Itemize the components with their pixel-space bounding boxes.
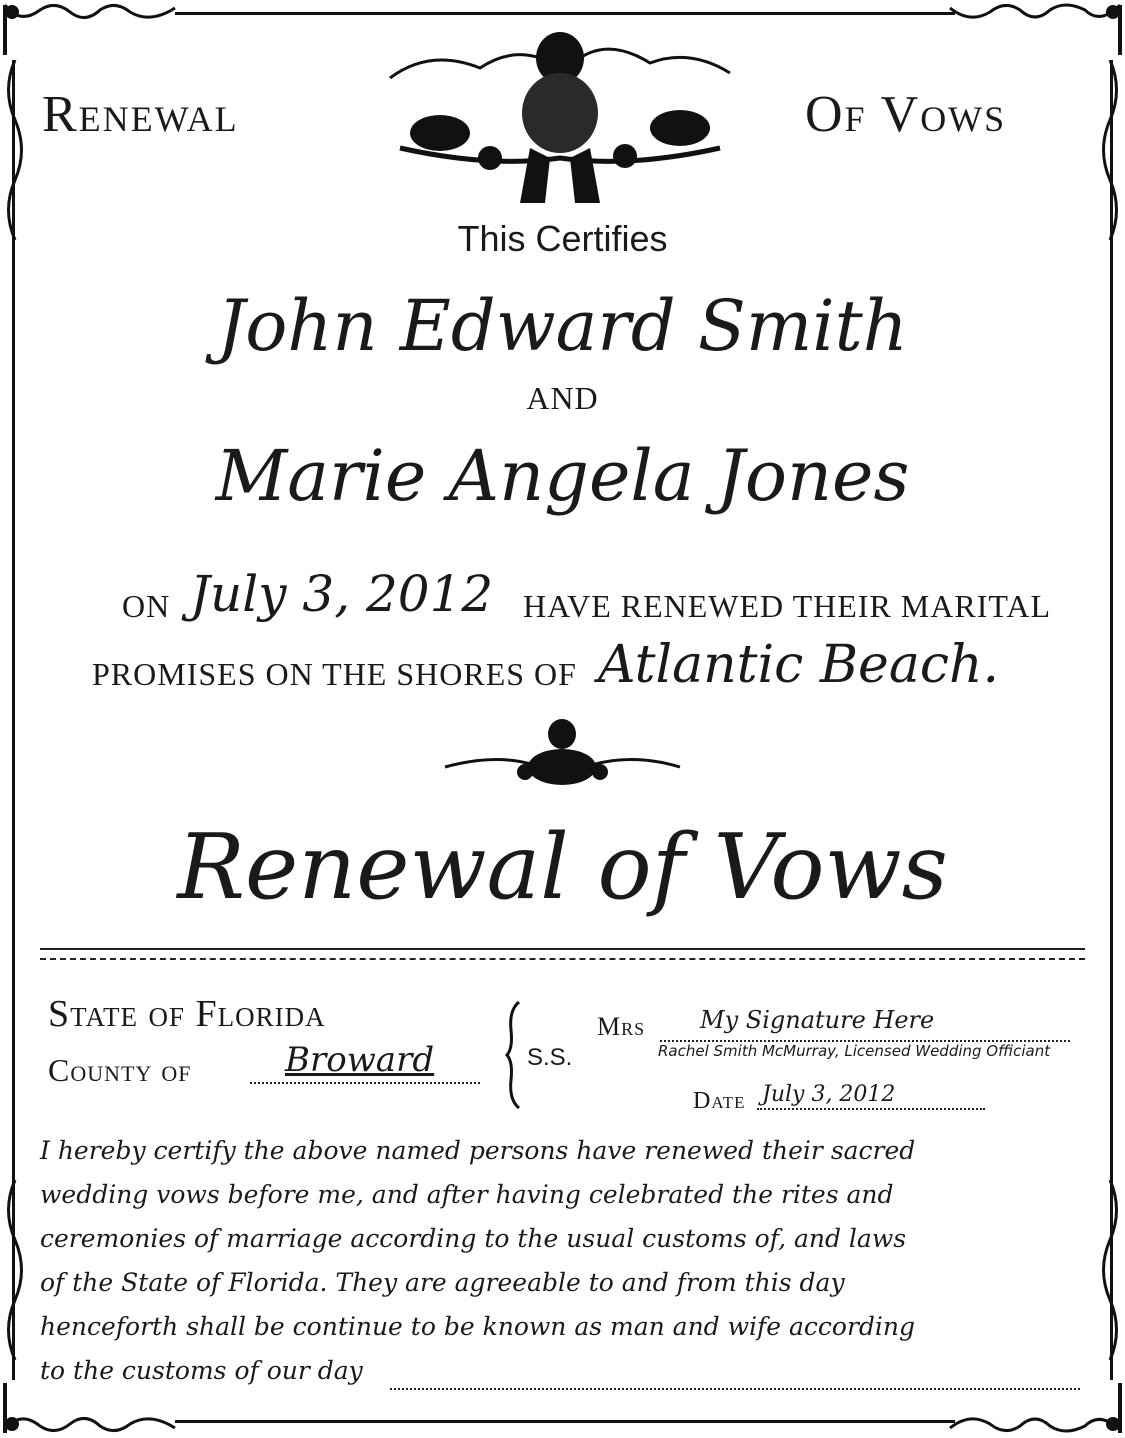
divider-dashed xyxy=(40,958,1085,960)
date-line xyxy=(757,1108,985,1110)
state-label: State of Florida xyxy=(48,993,326,1035)
mrs-label: Mrs xyxy=(597,1012,646,1041)
declaration-line: ceremonies of marriage according to the usual customs of, and laws xyxy=(40,1224,907,1253)
officiant-signature: My Signature Here xyxy=(700,1006,935,1034)
declaration-line: of the State of Florida. They are agreeable to and from this day xyxy=(40,1268,845,1297)
brace-icon xyxy=(505,1000,525,1110)
and-label: AND xyxy=(526,380,599,416)
side-flourish-icon xyxy=(1095,1180,1125,1380)
declaration-line: to the customs of our day xyxy=(40,1356,363,1385)
corner-ornament-icon xyxy=(945,1378,1125,1438)
ceremony-date: July 3, 2012 xyxy=(190,565,494,623)
big-title: Renewal of Vows xyxy=(177,815,948,920)
header-title-left: Renewal xyxy=(42,86,239,143)
declaration-line: henceforth shall be continue to be known as man and wife according xyxy=(40,1312,916,1341)
declaration-line: I hereby certify the above named persons have renewed their sacred xyxy=(40,1136,916,1165)
small-cherub-icon xyxy=(440,712,685,792)
frame-bottom-border xyxy=(175,1420,955,1423)
bride-name: Marie Angela Jones xyxy=(215,435,910,517)
header-title-right: Of Vows xyxy=(805,86,1007,143)
corner-ornament-icon xyxy=(0,1378,180,1438)
ss-label: S.S. xyxy=(527,1044,573,1071)
cherub-illustration-icon xyxy=(370,18,750,218)
corner-ornament-icon xyxy=(0,0,180,60)
county-value: Broward xyxy=(285,1040,435,1080)
officiant-date: July 3, 2012 xyxy=(762,1082,896,1107)
divider xyxy=(40,948,1085,950)
promises-text: PROMISES ON THE SHORES OF xyxy=(92,656,577,692)
renewed-text: HAVE RENEWED THEIR MARITAL xyxy=(523,588,1051,624)
certifies-heading: This Certifies xyxy=(457,218,668,259)
side-flourish-icon xyxy=(0,1180,30,1380)
corner-ornament-icon xyxy=(945,0,1125,60)
county-line xyxy=(250,1082,480,1084)
declaration-end-line xyxy=(390,1388,1080,1390)
officiant-name: Rachel Smith McMurray, Licensed Wedding Officiant xyxy=(658,1042,1051,1060)
on-label: ON xyxy=(122,588,171,624)
declaration-line: wedding vows before me, and after having celebrated the rites and xyxy=(40,1180,894,1209)
groom-name: John Edward Smith xyxy=(217,285,908,367)
frame-top-border xyxy=(175,12,955,15)
county-label: County of xyxy=(48,1052,192,1088)
date-label: Date xyxy=(693,1088,746,1114)
ceremony-place: Atlantic Beach. xyxy=(598,635,999,695)
